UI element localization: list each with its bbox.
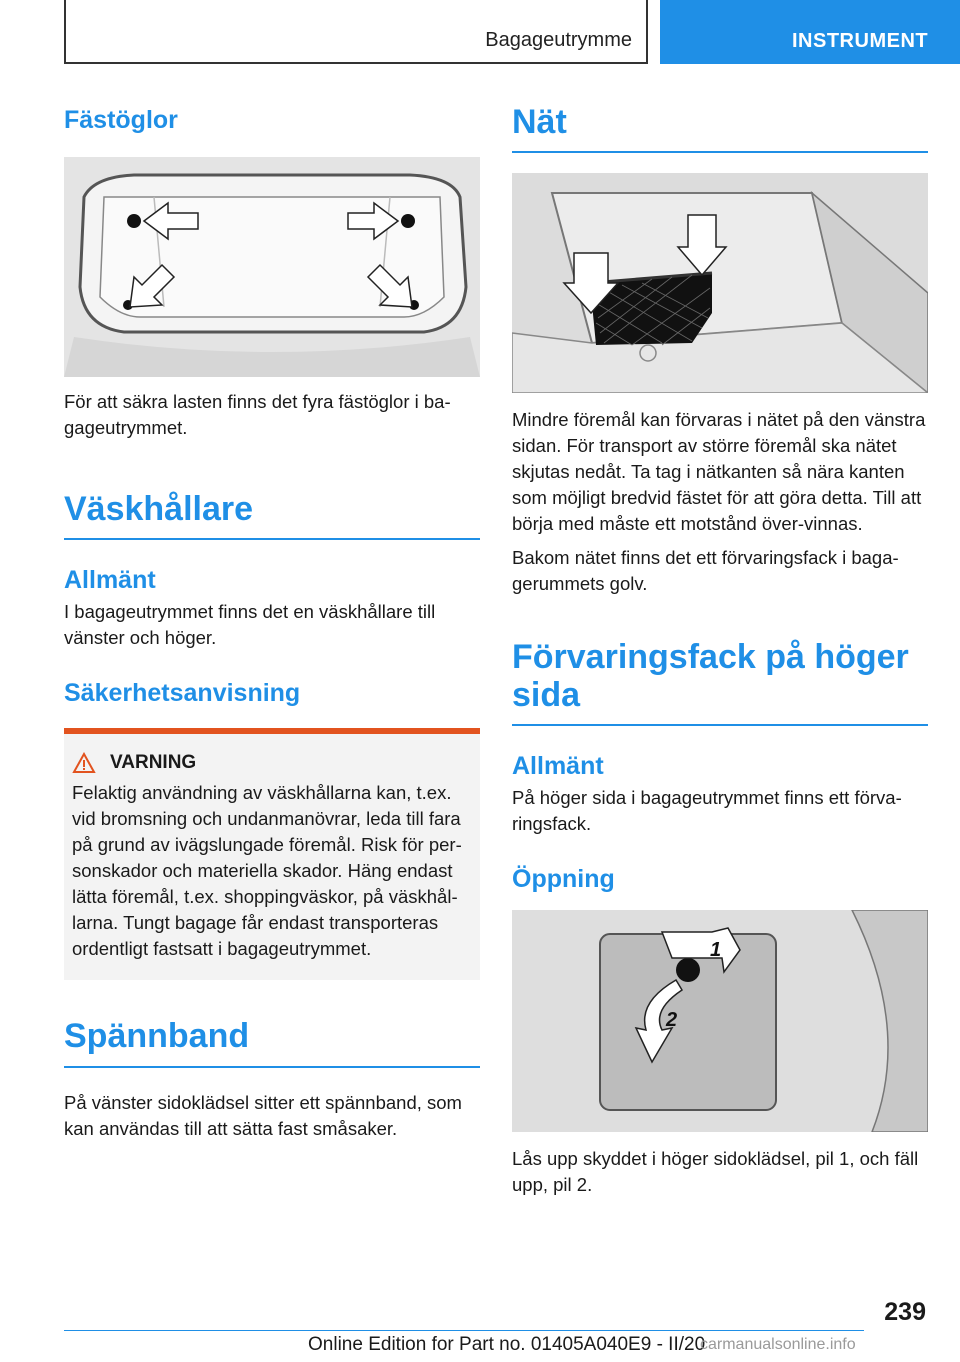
header-section-box — [64, 0, 648, 64]
header-section-title: Bagageutrymme — [485, 29, 632, 51]
left-column — [64, 100, 480, 1142]
spannband-heading: Spännband — [64, 1018, 480, 1067]
trunk-tie-down-illustration — [64, 157, 480, 377]
forvaringsfack-heading: Förvaringsfack på höger sida — [512, 639, 928, 726]
header-chapter-tab[interactable] — [660, 0, 960, 64]
page-number: 239 — [884, 1298, 926, 1326]
footer-rule — [64, 1330, 864, 1331]
warning-triangle-icon — [72, 752, 96, 774]
opening-figure — [512, 910, 928, 1132]
vaskhallare-general-heading: Allmänt — [64, 566, 156, 595]
luggage-net-illustration — [512, 173, 928, 393]
warning-box — [64, 728, 480, 980]
fastoglor-figure — [64, 157, 480, 377]
opening-text: Lås upp skyddet i höger sidoklädsel, pil 1, och fäll upp, pil 2. — [512, 1148, 919, 1196]
nat-text-1: Mindre föremål kan förvaras i nätet på den vänstra sidan. För transport av större föremål ska nätet skjutas nedåt. Ta tag i nätkanten så nära kanten som möjligt bredvid fästet för att göra detta. Till att börja med måste ett motstånd över-vinnas. — [512, 409, 926, 535]
arrow-2-label: 2 — [666, 1009, 678, 1032]
forvaringsfack-general-text: På höger sida i bagageutrymmet finns ett förva-ringsfack. — [512, 787, 902, 835]
warning-label: VARNING — [110, 752, 197, 774]
fastoglor-heading: Fästöglor — [64, 106, 178, 134]
spannband-text: På vänster sidoklädsel sitter ett spännband, som kan användas till att sätta fast småsaker. — [64, 1091, 462, 1139]
vaskhallare-heading: Väskhållare — [64, 491, 480, 540]
fastoglor-text: För att säkra lasten finns det fyra fästöglor i ba-gageutrymmet. — [64, 391, 451, 438]
safety-heading: Säkerhetsanvisning — [64, 679, 301, 708]
warning-text: Felaktig användning av väskhållarna kan, t.ex. vid bromsning och undanmanövrar, leda till fara på grund av ivägslungade föremål. Risk för per-sonskador och materiella skador. Häng endast lätta föremål, t.ex. shoppingväskor, på väskhål-larna. Tungt bagage får endast transporteras ordentligt fastsatt i bagageutrymmet. — [72, 782, 462, 960]
footer-watermark: carmanualsonline.info — [700, 1336, 856, 1353]
nat-text-2: Bakom nätet finns det ett förvaringsfack i baga-gerummets golv. — [512, 547, 899, 595]
header-chapter-label: INSTRUMENT — [792, 30, 929, 52]
nat-heading: Nät — [512, 104, 928, 153]
forvaringsfack-general-heading: Allmänt — [512, 752, 604, 781]
nat-figure — [512, 173, 928, 393]
vaskhallare-general-text: I bagageutrymmet finns det en väskhållare till vänster och höger. — [64, 601, 436, 649]
footer-edition: Online Edition for Part no. 01405A040E9 - II/20 — [308, 1334, 706, 1355]
right-column — [512, 100, 928, 1198]
warning-title — [72, 752, 472, 774]
arrow-1-label: 1 — [710, 939, 722, 962]
opening-heading: Öppning — [512, 865, 615, 894]
storage-compartment-illustration — [512, 910, 928, 1132]
